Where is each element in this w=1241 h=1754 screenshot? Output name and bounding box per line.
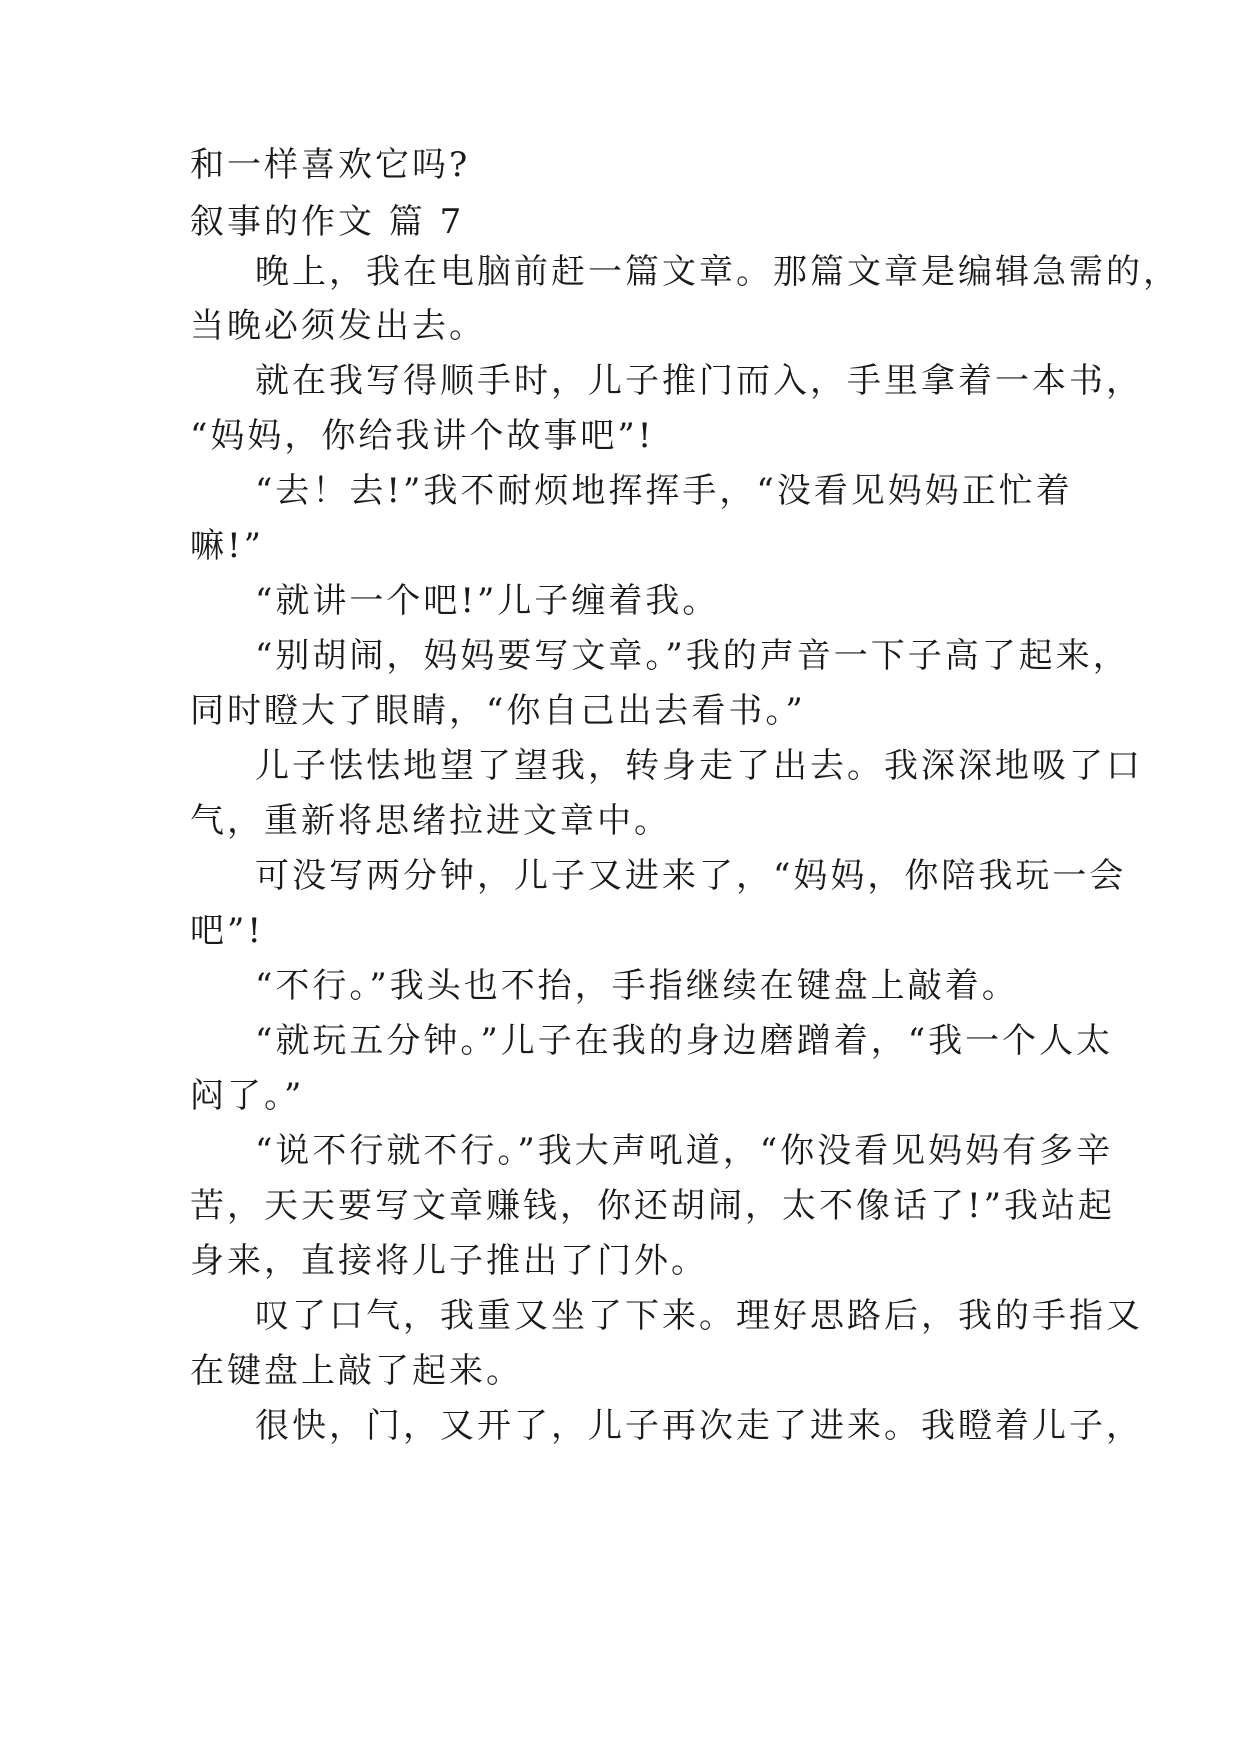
paragraph-line: 很快，门，又开了，儿子再次走了进来。我瞪着儿子， <box>255 1406 1143 1446</box>
paragraph-line: 儿子怯怯地望了望我，转身走了出去。我深深地吸了口 <box>255 746 1143 786</box>
paragraph-line: 当晚必须发出去。 <box>190 306 486 346</box>
paragraph-line: 在键盘上敲了起来。 <box>190 1351 523 1391</box>
paragraph-line: “别胡闹，妈妈要写文章。”我的声音一下子高了起来， <box>255 636 1130 676</box>
paragraph-line: “就讲一个吧!”儿子缠着我。 <box>255 581 720 621</box>
paragraph-line: 就在我写得顺手时，儿子推门而入，手里拿着一本书， <box>255 361 1143 401</box>
paragraph-line: 闷了。” <box>190 1076 305 1116</box>
paragraph-line: 吧”! <box>190 911 265 951</box>
paragraph-line: 身来，直接将儿子推出了门外。 <box>190 1241 708 1281</box>
paragraph-line: “不行。”我头也不抬，手指继续在键盘上敲着。 <box>255 966 1019 1006</box>
paragraph-line: “去！去!”我不耐烦地挥挥手，“没看见妈妈正忙着 <box>255 471 1073 511</box>
paragraph-line: 同时瞪大了眼睛，“你自己出去看书。” <box>190 691 806 731</box>
paragraph-line: 晚上，我在电脑前赶一篇文章。那篇文章是编辑急需的， <box>255 252 1180 292</box>
paragraph-line: 嘛!” <box>190 526 265 566</box>
paragraph-line: 可没写两分钟，儿子又进来了，“妈妈，你陪我玩一会 <box>255 856 1127 896</box>
paragraph-line: 苦，天天要写文章赚钱，你还胡闹，太不像话了!”我站起 <box>190 1186 1116 1226</box>
paragraph-line: “妈妈，你给我讲个故事吧”! <box>190 416 655 456</box>
paragraph-line: “就玩五分钟。”儿子在我的身边磨蹭着，“我一个人太 <box>255 1021 1114 1061</box>
paragraph-line: 叹了口气，我重又坐了下来。理好思路后，我的手指又 <box>255 1296 1143 1336</box>
paragraph-line: 气，重新将思绪拉进文章中。 <box>190 801 671 841</box>
paragraph-line: “说不行就不行。”我大声吼道，“你没看见妈妈有多辛 <box>255 1131 1114 1171</box>
section-heading: 叙事的作文 篇 7 <box>190 202 465 242</box>
text-line: 和一样喜欢它吗? <box>190 145 471 185</box>
